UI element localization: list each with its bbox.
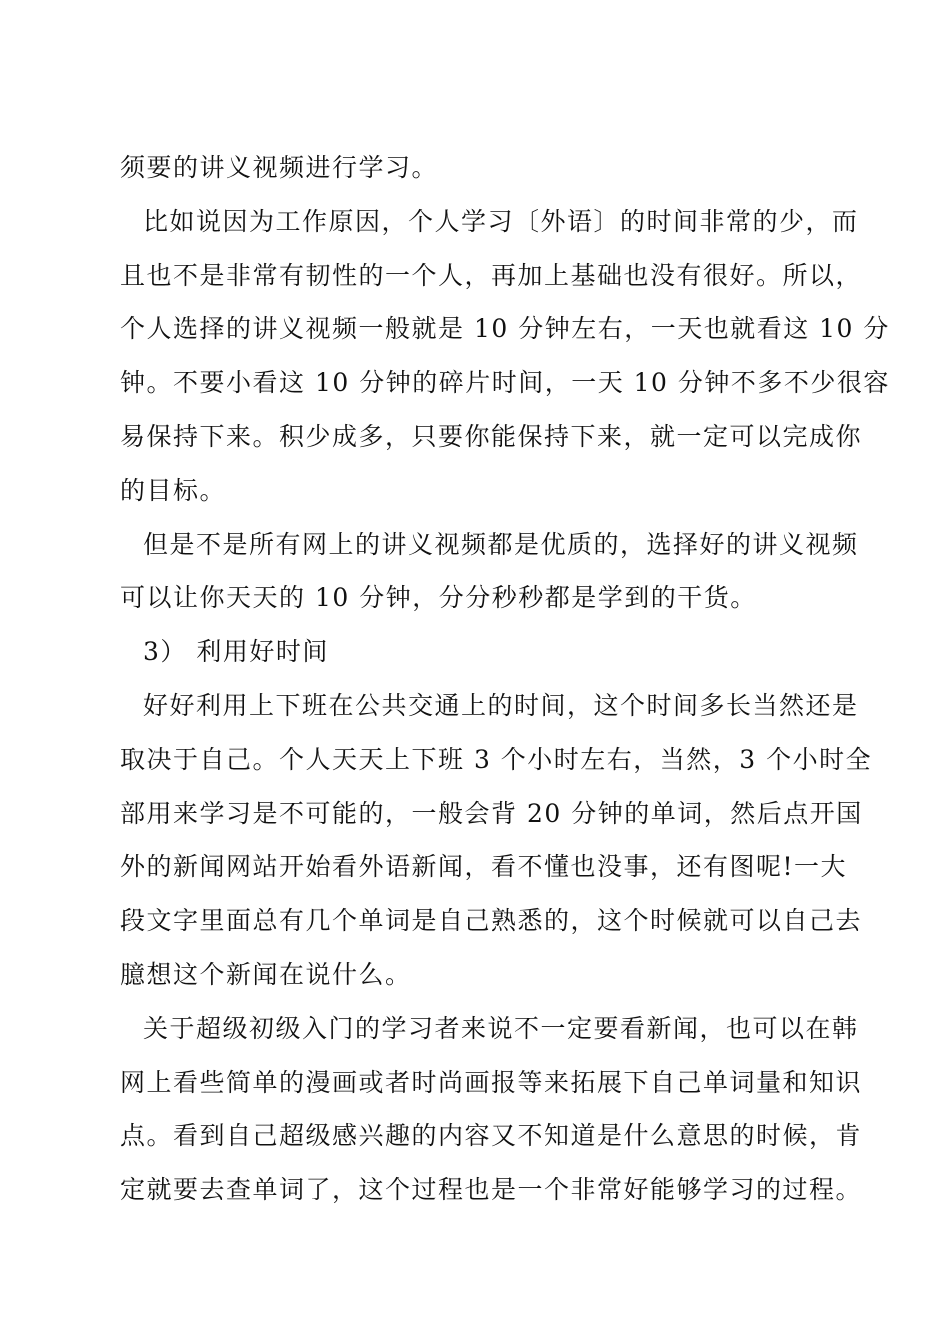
text-line: 取决于自己。个人天天上下班 3 个小时左右，当然，3 个小时全 xyxy=(120,744,873,774)
paragraph-start-line: 比如说因为工作原因，个人学习〔外语〕的时间非常的少，而 xyxy=(143,206,859,236)
paragraph-start-line: 但是不是所有网上的讲义视频都是优质的，选择好的讲义视频 xyxy=(143,529,859,559)
paragraph-start-line: 关于超级初级入门的学习者来说不一定要看新闻，也可以在韩 xyxy=(143,1013,859,1043)
text-line: 钟。不要小看这 10 分钟的碎片时间，一天 10 分钟不多不少很容 xyxy=(120,368,890,398)
text-line: 的目标。 xyxy=(120,475,227,505)
document-body xyxy=(120,141,890,1217)
text-line: 外的新闻网站开始看外语新闻，看不懂也没事，还有图呢!一大 xyxy=(120,852,848,882)
paragraph-start-line: 好好利用上下班在公共交通上的时间，这个时间多长当然还是 xyxy=(143,690,859,720)
text-line: 网上看些简单的漫画或者时尚画报等来拓展下自己单词量和知识 xyxy=(120,1067,863,1097)
text-line: 段文字里面总有几个单词是自己熟悉的，这个时候就可以自己去 xyxy=(120,906,863,936)
text-line: 易保持下来。积少成多，只要你能保持下来，就一定可以完成你 xyxy=(120,421,863,451)
text-line: 定就要去查单词了，这个过程也是一个非常好能够学习的过程。 xyxy=(120,1175,863,1205)
text-line: 个人选择的讲义视频一般就是 10 分钟左右，一天也就看这 10 分 xyxy=(120,314,890,344)
text-line: 臆想这个新闻在说什么。 xyxy=(120,959,412,989)
text-line: 点。看到自己超级感兴趣的内容又不知道是什么意思的时候，肯 xyxy=(120,1121,863,1151)
text-line: 可以让你天天的 10 分钟，分分秒秒都是学到的干货。 xyxy=(120,583,757,613)
text-line: 且也不是非常有韧性的一个人，再加上基础也没有很好。所以， xyxy=(120,260,863,290)
text-line: 部用来学习是不可能的，一般会背 20 分钟的单词，然后点开国 xyxy=(120,798,863,828)
section-heading: 3） 利用好时间 xyxy=(143,637,329,667)
text-line: 须要的讲义视频进行学习。 xyxy=(120,153,439,182)
